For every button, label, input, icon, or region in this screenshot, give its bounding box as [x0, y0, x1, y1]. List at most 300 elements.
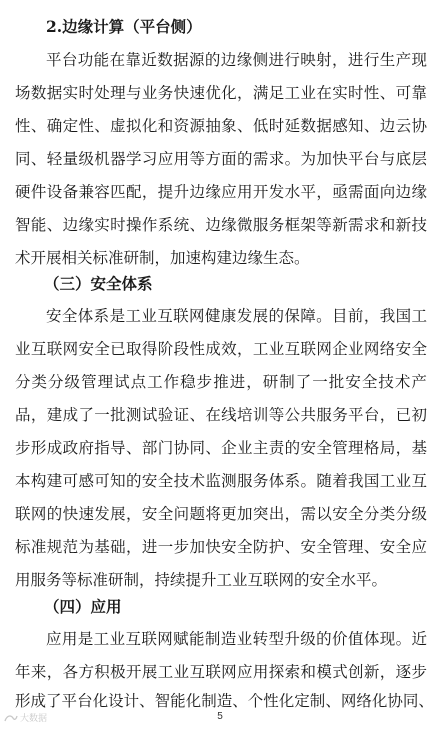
glyph: 机 — [94, 150, 110, 168]
paragraph-line — [0, 437, 440, 459]
glyph: 能 — [189, 630, 205, 648]
glyph: 为 — [78, 538, 94, 556]
glyph: 一 — [94, 406, 110, 424]
paragraph-line — [0, 470, 440, 492]
glyph: 容 — [94, 183, 110, 201]
glyph: 平 — [46, 51, 62, 69]
glyph: 缘 — [205, 183, 221, 201]
glyph: 业 — [395, 472, 412, 490]
glyph: 系 — [284, 472, 301, 490]
glyph: 以 — [316, 505, 332, 523]
glyph: 准 — [30, 538, 47, 556]
glyph: 设 — [108, 692, 124, 710]
glyph: 务 — [332, 406, 348, 424]
glyph: 步 — [196, 373, 213, 391]
glyph: 网 — [340, 692, 357, 710]
glyph: 证 — [173, 406, 190, 424]
glyph: 的 — [268, 307, 284, 325]
glyph: 企 — [332, 340, 348, 358]
glyph: 层 — [411, 150, 427, 168]
glyph: 的 — [284, 439, 301, 457]
glyph: 化 — [221, 84, 237, 102]
glyph: 安 — [141, 505, 158, 523]
glyph: 低 — [252, 117, 269, 135]
glyph: 已 — [395, 406, 412, 424]
glyph: 国 — [363, 472, 380, 490]
glyph: 据 — [173, 51, 189, 69]
paragraph-line — [0, 148, 440, 170]
glyph: 为 — [300, 150, 316, 168]
glyph: 成 — [205, 340, 221, 358]
glyph: 初 — [411, 406, 427, 424]
glyph: 服 — [316, 406, 332, 424]
paragraph-line — [0, 181, 440, 203]
glyph: 理 — [348, 439, 364, 457]
glyph: 面 — [221, 150, 237, 168]
paragraph-line — [0, 305, 440, 327]
glyph: 互 — [157, 307, 173, 325]
glyph: 是 — [77, 630, 94, 648]
glyph: 据 — [46, 84, 63, 102]
glyph: 络 — [379, 340, 396, 358]
glyph: 探 — [268, 663, 285, 681]
glyph: 台 — [363, 406, 380, 424]
glyph: 射 — [316, 51, 332, 69]
glyph: 、 — [418, 692, 434, 710]
glyph: 开 — [126, 663, 142, 681]
glyph: 升 — [284, 630, 300, 648]
glyph: 网 — [30, 505, 47, 523]
glyph: 服 — [237, 472, 253, 490]
glyph: 极 — [110, 663, 126, 681]
glyph: 造 — [216, 692, 233, 710]
glyph: 习 — [141, 150, 158, 168]
glyph: 快 — [62, 505, 79, 523]
glyph: 、 — [126, 439, 142, 457]
glyph: 协 — [411, 117, 427, 135]
glyph: 级 — [300, 630, 316, 648]
glyph: 、 — [232, 692, 248, 710]
glyph: 网 — [221, 663, 237, 681]
glyph: 联 — [15, 505, 31, 523]
glyph: 步 — [411, 663, 427, 681]
glyph: 应 — [46, 630, 62, 648]
glyph: 联 — [205, 663, 221, 681]
glyph: 技 — [378, 373, 394, 391]
paragraph-line — [0, 115, 440, 137]
glyph: 业 — [237, 439, 253, 457]
glyph: 。 — [300, 472, 316, 490]
glyph: 级 — [78, 150, 94, 168]
glyph: 新 — [395, 216, 412, 234]
glyph: 水 — [284, 183, 301, 201]
glyph: 在 — [316, 84, 332, 102]
section-heading-edge-computing: 2.边缘计算（平台侧） — [46, 17, 202, 36]
glyph: 体 — [363, 630, 380, 648]
glyph: 全 — [348, 505, 364, 523]
glyph: 数 — [157, 51, 173, 69]
paragraph-line — [0, 661, 440, 683]
glyph: 应 — [157, 150, 174, 168]
glyph: ， — [284, 505, 301, 523]
glyph: 政 — [62, 439, 79, 457]
glyph: 网 — [316, 340, 332, 358]
glyph: 企 — [221, 439, 237, 457]
glyph: 、 — [237, 117, 253, 135]
glyph: 定 — [294, 692, 310, 710]
glyph: 足 — [268, 84, 285, 102]
glyph: 边 — [220, 51, 237, 69]
glyph: 格 — [363, 439, 380, 457]
glyph: 安 — [300, 439, 316, 457]
glyph: 全 — [157, 505, 174, 523]
glyph: 和 — [300, 663, 316, 681]
glyph: 试 — [114, 373, 130, 391]
glyph: 点 — [130, 373, 147, 391]
glyph: 创 — [348, 663, 364, 681]
glyph: 门 — [157, 439, 174, 457]
glyph: 侧 — [252, 51, 269, 69]
glyph: 阶 — [157, 340, 174, 358]
glyph: 稳 — [180, 373, 196, 391]
glyph: 取 — [126, 340, 142, 358]
glyph: 匹 — [110, 183, 126, 201]
glyph: 、 — [325, 692, 341, 710]
glyph: 术 — [394, 373, 411, 391]
glyph: 产 — [395, 51, 412, 69]
glyph: 全 — [61, 307, 78, 325]
glyph: ， — [379, 406, 396, 424]
glyph: 业 — [236, 630, 253, 648]
glyph: 级 — [64, 373, 81, 391]
glyph: 近 — [141, 51, 157, 69]
glyph: ， — [237, 84, 253, 102]
glyph: 应 — [221, 183, 237, 201]
paragraph-line — [0, 503, 440, 525]
glyph: 保 — [284, 307, 300, 325]
glyph: 网 — [189, 307, 205, 325]
glyph: 着 — [332, 472, 348, 490]
glyph: 发 — [268, 183, 285, 201]
glyph: 化 — [185, 692, 202, 710]
glyph: 各 — [62, 663, 79, 681]
paragraph-line — [0, 404, 440, 426]
glyph: 需 — [348, 183, 364, 201]
glyph: 网 — [363, 340, 380, 358]
glyph: 构 — [30, 472, 47, 490]
glyph: 数 — [300, 117, 316, 135]
glyph: 业 — [173, 663, 190, 681]
watermark-text: 大数据 — [20, 713, 48, 723]
glyph: 边 — [189, 183, 205, 201]
glyph: 同 — [15, 150, 31, 168]
glyph: 、 — [379, 84, 396, 102]
glyph: 安 — [141, 472, 158, 490]
glyph: 互 — [125, 630, 141, 648]
glyph: 网 — [157, 630, 173, 648]
glyph: 术 — [189, 472, 205, 490]
glyph: 安 — [46, 307, 62, 325]
glyph: 分 — [363, 505, 380, 523]
glyph: 技 — [173, 472, 190, 490]
glyph: 现 — [411, 51, 427, 69]
glyph: 、 — [30, 150, 47, 168]
glyph: 个 — [247, 692, 264, 710]
glyph: 管 — [81, 373, 97, 391]
glyph: 知 — [110, 472, 126, 490]
glyph: 性 — [78, 117, 94, 135]
glyph: 研 — [262, 373, 279, 391]
glyph: 同 — [189, 439, 205, 457]
glyph: 成 — [62, 406, 79, 424]
glyph: 培 — [237, 406, 253, 424]
glyph: 应 — [411, 538, 427, 556]
glyph: 性 — [15, 117, 31, 135]
glyph: 时 — [348, 84, 364, 102]
glyph: 智 — [15, 216, 31, 234]
glyph: 体 — [77, 307, 94, 325]
glyph: 和 — [379, 216, 396, 234]
glyph: 更 — [221, 505, 237, 523]
glyph: 制 — [201, 692, 217, 710]
glyph: 加 — [316, 150, 332, 168]
glyph: 量 — [62, 150, 79, 168]
glyph: 快 — [205, 538, 221, 556]
glyph: 延 — [284, 117, 301, 135]
glyph: 方 — [205, 150, 221, 168]
glyph: 云 — [395, 117, 412, 135]
glyph: 制 — [309, 692, 326, 710]
glyph: 障 — [300, 307, 316, 325]
glyph: 国 — [395, 307, 412, 325]
glyph: 器 — [110, 150, 126, 168]
glyph: 感 — [78, 472, 94, 490]
glyph: 护 — [268, 538, 285, 556]
glyph: 边 — [379, 117, 396, 135]
glyph: 规 — [46, 538, 63, 556]
glyph: 作 — [141, 216, 158, 234]
glyph: 联 — [141, 630, 157, 648]
glyph: 的 — [204, 51, 221, 69]
glyph: 类 — [31, 373, 48, 391]
glyph: 平 — [348, 406, 364, 424]
paragraph-line — [0, 371, 440, 393]
glyph: 性 — [263, 692, 279, 710]
glyph: 全 — [395, 538, 412, 556]
glyph: 与 — [379, 150, 396, 168]
glyph: 制 — [279, 373, 295, 391]
glyph: 进 — [347, 51, 364, 69]
glyph: 协 — [387, 692, 403, 710]
glyph: 框 — [284, 216, 301, 234]
glyph: 防 — [252, 538, 269, 556]
glyph: 感 — [332, 117, 348, 135]
glyph: 出 — [268, 505, 285, 523]
glyph: 等 — [268, 406, 285, 424]
glyph: 满 — [252, 84, 269, 102]
glyph: 速 — [78, 505, 94, 523]
glyph: 亟 — [332, 183, 348, 201]
glyph: ， — [395, 439, 412, 457]
glyph: 络 — [356, 692, 372, 710]
glyph: 业 — [348, 340, 364, 358]
glyph: 开 — [252, 183, 269, 201]
glyph: 的 — [126, 472, 142, 490]
glyph: 目 — [332, 307, 348, 325]
glyph: 新 — [363, 663, 380, 681]
glyph: 、 — [205, 439, 221, 457]
glyph: 了 — [78, 406, 94, 424]
glyph: 快 — [332, 150, 348, 168]
glyph: 近 — [411, 630, 427, 648]
glyph: 同 — [402, 692, 419, 710]
glyph: 步 — [15, 439, 31, 457]
glyph: 管 — [332, 538, 348, 556]
glyph: 功 — [77, 51, 94, 69]
glyph: 础 — [110, 538, 126, 556]
glyph: 升 — [173, 183, 190, 201]
glyph: 得 — [141, 340, 158, 358]
glyph: 和 — [157, 117, 174, 135]
glyph: 批 — [110, 406, 126, 424]
glyph: ， — [246, 373, 262, 391]
glyph: ， — [363, 307, 380, 325]
glyph: 缘 — [236, 51, 253, 69]
glyph: 的 — [237, 150, 253, 168]
glyph: ， — [46, 663, 63, 681]
glyph: 兼 — [78, 183, 94, 201]
glyph: 工 — [147, 373, 163, 391]
glyph: ， — [141, 183, 158, 201]
glyph: 能 — [170, 692, 186, 710]
glyph: 网 — [62, 340, 79, 358]
glyph: 配 — [126, 183, 142, 201]
glyph: 批 — [328, 373, 345, 391]
glyph: 求 — [268, 150, 285, 168]
glyph: 推 — [213, 373, 229, 391]
glyph: 测 — [221, 472, 237, 490]
glyph: 学 — [126, 150, 142, 168]
glyph: 展 — [252, 307, 269, 325]
glyph: 全 — [411, 340, 427, 358]
glyph: 务 — [268, 216, 285, 234]
glyph: 监 — [205, 472, 221, 490]
glyph: 进 — [268, 51, 284, 69]
glyph: 全 — [157, 472, 174, 490]
glyph: 成 — [46, 439, 63, 457]
glyph: 协 — [173, 439, 190, 457]
glyph: 范 — [62, 538, 79, 556]
glyph: 安 — [221, 538, 237, 556]
glyph: 制 — [204, 630, 221, 648]
glyph: 数 — [30, 84, 47, 102]
paragraph-line — [0, 628, 440, 650]
glyph: 方 — [78, 663, 94, 681]
glyph: 、 — [363, 538, 380, 556]
glyph: 源 — [189, 117, 205, 135]
glyph: 题 — [189, 505, 205, 523]
glyph: 性 — [363, 84, 380, 102]
glyph: 能 — [30, 216, 47, 234]
glyph: 前 — [347, 307, 364, 325]
glyph: 与 — [126, 84, 142, 102]
glyph: 一 — [312, 373, 328, 391]
glyph: ， — [316, 183, 332, 201]
glyph: 段 — [173, 340, 190, 358]
glyph: 设 — [46, 183, 63, 201]
glyph: 计 — [123, 692, 140, 710]
glyph: 基 — [94, 538, 110, 556]
glyph: 成 — [30, 692, 47, 710]
glyph: 分 — [15, 373, 31, 391]
paragraph-line — [0, 214, 440, 236]
glyph: 展 — [110, 505, 126, 523]
glyph: 映 — [300, 51, 316, 69]
glyph: 工 — [125, 307, 141, 325]
glyph: 理 — [110, 84, 126, 102]
glyph: 试 — [141, 406, 158, 424]
glyph: 技 — [411, 216, 427, 234]
glyph: 化 — [371, 692, 388, 710]
glyph: 服 — [252, 216, 269, 234]
glyph: 需 — [300, 505, 316, 523]
glyph: 硬 — [15, 183, 31, 201]
glyph: 安 — [379, 538, 396, 556]
glyph: 将 — [205, 505, 221, 523]
glyph: 我 — [348, 472, 364, 490]
glyph: 互 — [189, 663, 205, 681]
glyph: 可 — [94, 472, 110, 490]
glyph: 效 — [221, 340, 237, 358]
glyph: 全 — [316, 538, 332, 556]
paragraph-line: 术开展相关标准研制，加速构建边缘生态。 — [15, 249, 310, 267]
glyph: 实 — [332, 84, 348, 102]
glyph: 步 — [173, 538, 190, 556]
glyph: 型 — [268, 630, 284, 648]
glyph: 底 — [395, 150, 412, 168]
glyph: 处 — [94, 84, 110, 102]
glyph: 现 — [379, 630, 396, 648]
glyph: 拟 — [126, 117, 142, 135]
glyph: 平 — [348, 150, 364, 168]
glyph: 速 — [189, 84, 205, 102]
glyph: 时 — [78, 84, 94, 102]
glyph: 体 — [268, 472, 285, 490]
glyph: 系 — [93, 307, 110, 325]
glyph: 理 — [348, 538, 364, 556]
glyph: 指 — [94, 439, 110, 457]
glyph: 作 — [163, 373, 180, 391]
glyph: 价 — [332, 630, 348, 648]
glyph: 基 — [411, 439, 427, 457]
paragraph-line — [0, 82, 440, 104]
glyph: 微 — [237, 216, 253, 234]
glyph: 标 — [15, 538, 31, 556]
glyph: 已 — [110, 340, 126, 358]
glyph: 工 — [252, 340, 269, 358]
glyph: 资 — [173, 117, 190, 135]
glyph: 实 — [62, 84, 79, 102]
glyph: 是 — [109, 307, 126, 325]
glyph: 面 — [363, 183, 380, 201]
glyph: 随 — [316, 472, 332, 490]
glyph: 联 — [46, 340, 63, 358]
glyph: 工 — [379, 472, 396, 490]
glyph: 加 — [237, 505, 253, 523]
glyph: 互 — [411, 472, 427, 490]
glyph: 智 — [154, 692, 171, 710]
glyph: 局 — [379, 439, 396, 457]
